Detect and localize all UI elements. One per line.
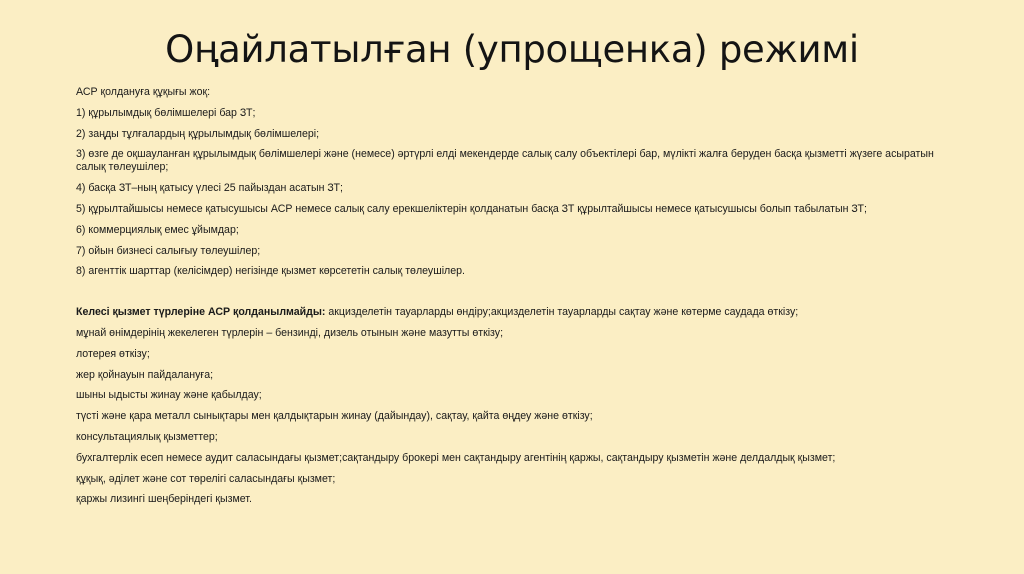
section1-item-7: 7) ойын бизнесі салығыу төлеушілер;	[76, 244, 261, 257]
section1-item-6: 6) коммерциялық емес ұйымдар;	[76, 223, 239, 236]
section2-item-6: консультациялық қызметтер;	[76, 430, 218, 443]
section1-item-1: 1) құрылымдық бөлімшелері бар ЗТ;	[76, 106, 256, 119]
section2-lead-bold: Келесі қызмет түрлеріне АСР қолданылмайды:	[76, 306, 326, 319]
section2-item-5: түсті және қара металл сынықтары мен қалдықтарын жинау (дайындау), сақтау, қайта өңдеу және өткізу;	[76, 410, 593, 423]
section1-item-4: 4) басқа ЗТ–ның қатысу үлесі 25 пайыздан асатын ЗТ;	[76, 182, 343, 195]
section2-item-3: жер қойнауын пайдалануға;	[76, 368, 214, 381]
section1-intro: АСР қолдануға құқығы жоқ:	[76, 86, 211, 98]
section-spacer	[76, 286, 936, 306]
section2-lead	[76, 306, 936, 319]
section2-item-2: лотерея өткізу;	[76, 347, 150, 360]
section2-item-8: құқық, әділет және сот төрелігі саласындағы қызмет;	[76, 472, 336, 485]
slide-title: Оңайлатылған (упрощенка) режимі	[165, 28, 859, 71]
section1-item-2: 2) заңды тұлғалардың құрылымдық бөлімшелері;	[76, 127, 320, 140]
slide-content	[76, 86, 936, 514]
section2-item-7: бухгалтерлік есеп немесе аудит саласындағы қызмет;сақтандыру брокері мен сақтандыру агентінің қаржы, сақтандыру қызметін және делдалдық қызмет;	[76, 451, 836, 464]
section1-item-8: 8) агенттік шарттар (келісімдер) негізінде қызмет көрсететін салық төлеушілер.	[76, 265, 465, 278]
section2-item-9: қаржы лизингі шеңберіндегі қызмет.	[76, 493, 252, 506]
section2-item-4: шыны ыдысты жинау және қабылдау;	[76, 389, 262, 402]
section2-lead-rest: акцизделетін тауарларды өндіру;акцизделетін тауарларды сақтау және көтерме саудада өткізу;	[325, 306, 799, 319]
section1-item-5: 5) құрылтайшысы немесе қатысушысы АСР немесе салық салу ерекшеліктерін қолданатын басқа ЗТ құрылтайшысы немесе қатысушысы болып табылатын ЗТ;	[76, 202, 867, 215]
section1-item-3: 3) өзге де оқшауланған құрылымдық бөлімшелері және (немесе) әртүрлі елді мекендерде салық салу объектілері бар, мүлікті жалға беруден басқа қызметті жүзеге асыратын салық төлеушілер;	[76, 148, 934, 174]
section2-item-1: мұнай өнімдерінің жекелеген түрлерін – бензинді, дизель отынын және мазутты өткізу;	[76, 326, 504, 339]
